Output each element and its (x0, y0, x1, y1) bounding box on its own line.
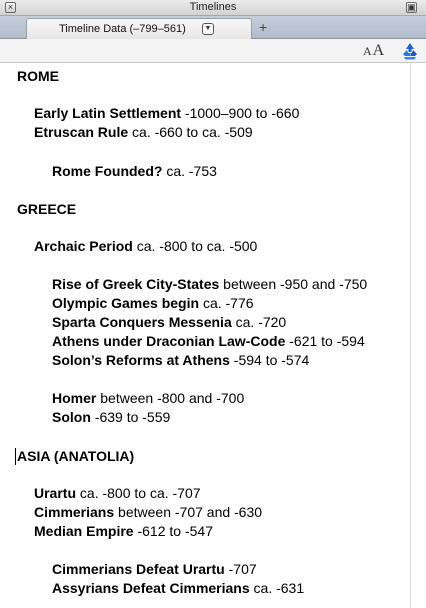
title-bar (0, 0, 426, 16)
list-item: Athens under Draconian Law-Code -621 to -594 (52, 333, 365, 349)
font-size-control[interactable] (363, 42, 384, 60)
section-heading-asia: ASIA (ANATOLIA) (17, 448, 135, 464)
section-heading-greece: GREECE (17, 201, 77, 217)
tab-bar (0, 16, 426, 39)
window-title: Timelines (189, 1, 237, 13)
list-item: Homer between -800 and -700 (52, 390, 245, 406)
list-item: Median Empire -612 to -547 (34, 523, 213, 539)
tab-timeline-data[interactable] (26, 18, 252, 39)
list-item: Rise of Greek City-States between -950 and -750 (52, 276, 368, 292)
add-tab-icon[interactable]: + (259, 19, 268, 35)
recycle-icon[interactable] (400, 41, 420, 61)
vertical-scrollbar[interactable] (410, 63, 426, 608)
list-item: Solon’s Reforms at Athens -594 to -574 (52, 352, 310, 368)
list-item: Urartu ca. -800 to ca. -707 (34, 485, 201, 501)
list-item: Cimmerians between -707 and -630 (34, 504, 263, 520)
list-item: Early Latin Settlement -1000–900 to -660 (34, 105, 300, 121)
font-larger-button[interactable]: A (372, 42, 385, 59)
chevron-down-icon[interactable]: ▼ (202, 23, 214, 35)
close-window-icon[interactable]: × (5, 2, 16, 13)
list-item: Olympic Games begin ca. -776 (52, 295, 254, 311)
list-item: Etruscan Rule ca. -660 to ca. -509 (34, 124, 253, 140)
list-item: Archaic Period ca. -800 to ca. -500 (34, 238, 258, 254)
list-item: Rome Founded? ca. -753 (52, 163, 217, 179)
list-item: Sparta Conquers Messenia ca. -720 (52, 314, 287, 330)
list-item: Cimmerians Defeat Urartu -707 (52, 561, 257, 577)
section-heading-rome: ROME (17, 68, 59, 84)
tab-label: Timeline Data (–799–561) (59, 23, 186, 35)
text-caret (15, 448, 16, 465)
list-item: Assyrians Defeat Cimmerians ca. -631 (52, 580, 305, 596)
list-item: Solon -639 to -559 (52, 409, 171, 425)
toolbar (0, 39, 426, 63)
timeline-document[interactable] (0, 63, 410, 608)
font-smaller-button[interactable]: A (363, 44, 372, 58)
zoom-window-icon[interactable]: ▣ (407, 2, 416, 12)
